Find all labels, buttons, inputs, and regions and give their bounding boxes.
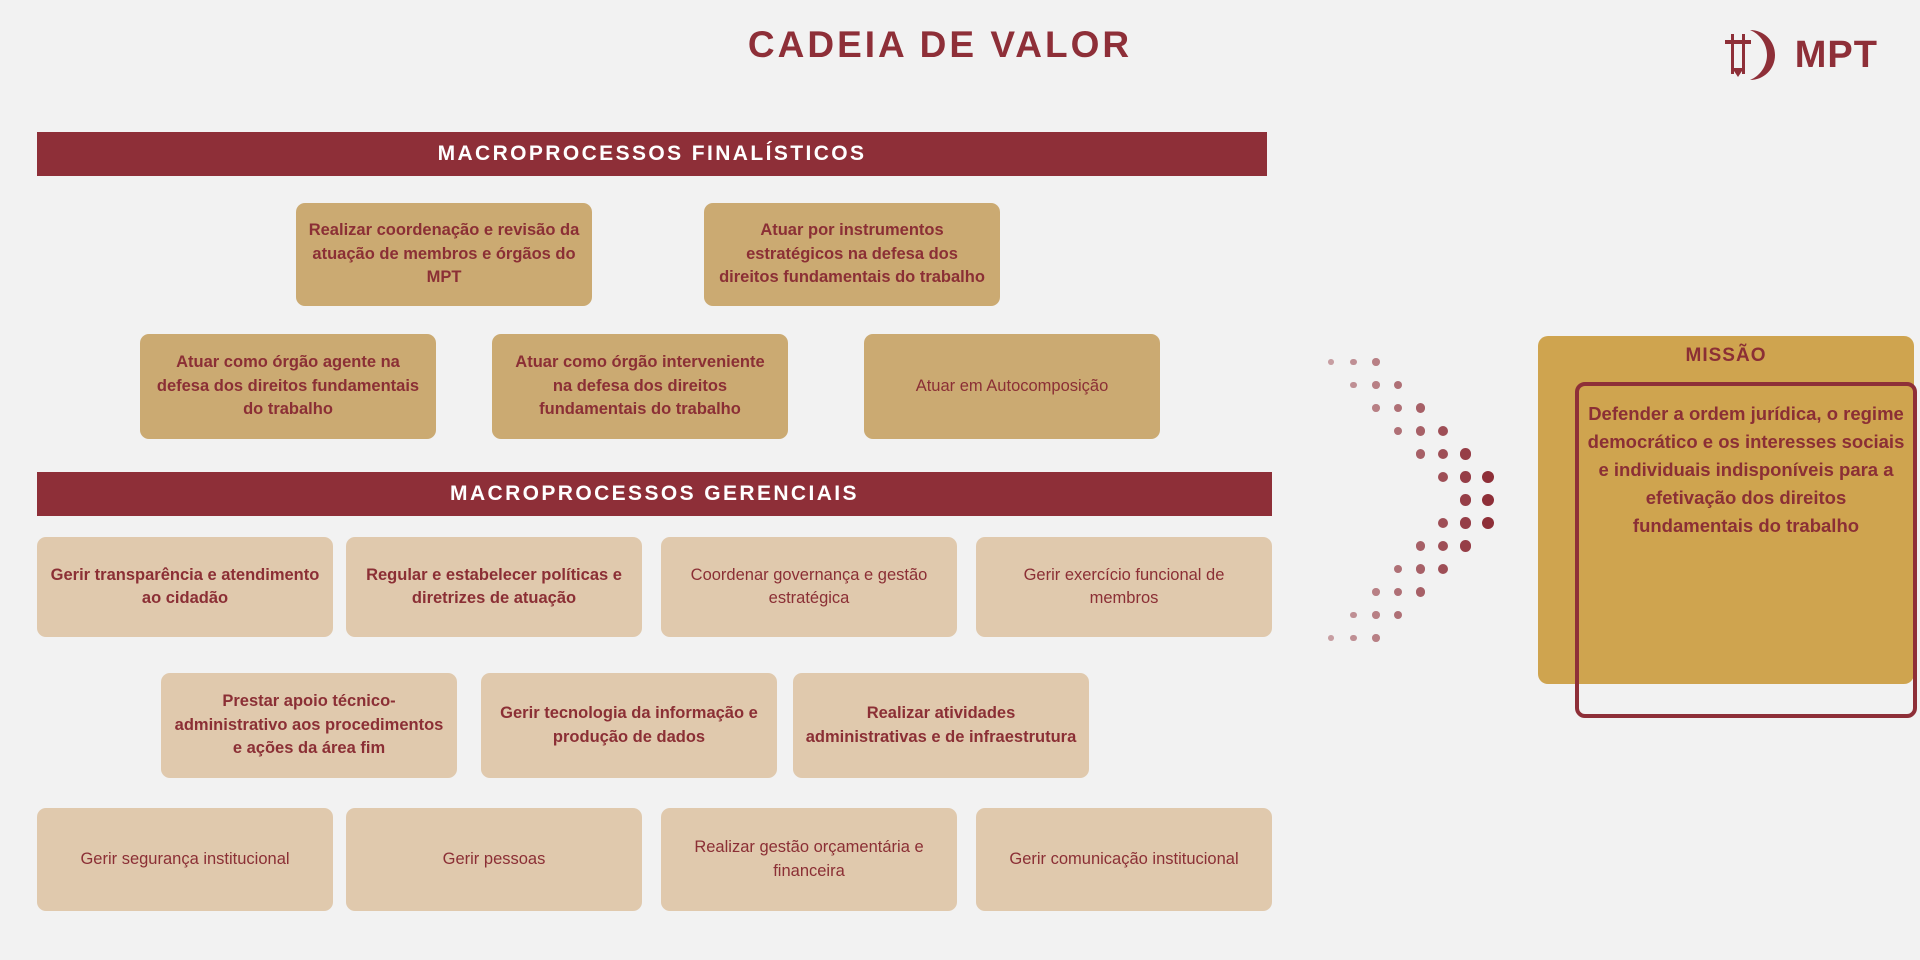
process-box[interactable]: Realizar gestão orçamentária e financeira bbox=[661, 808, 957, 911]
process-box[interactable]: Gerir transparência e atendimento ao cidadão bbox=[37, 537, 333, 637]
section-header-gerenciais: MACROPROCESSOS GERENCIAIS bbox=[37, 472, 1272, 516]
mpt-logo-icon bbox=[1723, 24, 1785, 86]
process-box[interactable]: Coordenar governança e gestão estratégica bbox=[661, 537, 957, 637]
mission-text: Defender a ordem jurídica, o regime democrático e os interesses sociais e individuais indisponíveis para a efetivação dos direitos fundamentais do trabalho bbox=[1587, 403, 1905, 537]
process-box[interactable]: Realizar coordenação e revisão da atuação de membros e órgãos do MPT bbox=[296, 203, 592, 306]
mission-title: MISSÃO bbox=[1685, 345, 1767, 366]
process-box[interactable]: Gerir exercício funcional de membros bbox=[976, 537, 1272, 637]
process-box[interactable]: Atuar como órgão agente na defesa dos direitos fundamentais do trabalho bbox=[140, 334, 436, 439]
process-box[interactable]: Atuar em Autocomposição bbox=[864, 334, 1160, 439]
brand-logo bbox=[1723, 24, 1878, 86]
process-box[interactable]: Gerir tecnologia da informação e produção de dados bbox=[481, 673, 777, 778]
halftone-chevron-right-icon bbox=[1262, 348, 1517, 648]
section-header-finalisticos: MACROPROCESSOS FINALÍSTICOS bbox=[37, 132, 1267, 176]
process-box[interactable]: Gerir segurança institucional bbox=[37, 808, 333, 911]
process-box[interactable]: Realizar atividades administrativas e de infraestrutura bbox=[793, 673, 1089, 778]
page-title: CADEIA DE VALOR bbox=[747, 24, 1133, 65]
process-box[interactable]: Prestar apoio técnico-administrativo aos procedimentos e ações da área fim bbox=[161, 673, 457, 778]
process-box[interactable]: Atuar por instrumentos estratégicos na defesa dos direitos fundamentais do trabalho bbox=[704, 203, 1000, 306]
process-box[interactable]: Gerir pessoas bbox=[346, 808, 642, 911]
process-box[interactable]: Regular e estabelecer políticas e diretrizes de atuação bbox=[346, 537, 642, 637]
process-box[interactable]: Gerir comunicação institucional bbox=[976, 808, 1272, 911]
brand-name: MPT bbox=[1794, 33, 1878, 76]
process-box[interactable]: Atuar como órgão interveniente na defesa dos direitos fundamentais do trabalho bbox=[492, 334, 788, 439]
